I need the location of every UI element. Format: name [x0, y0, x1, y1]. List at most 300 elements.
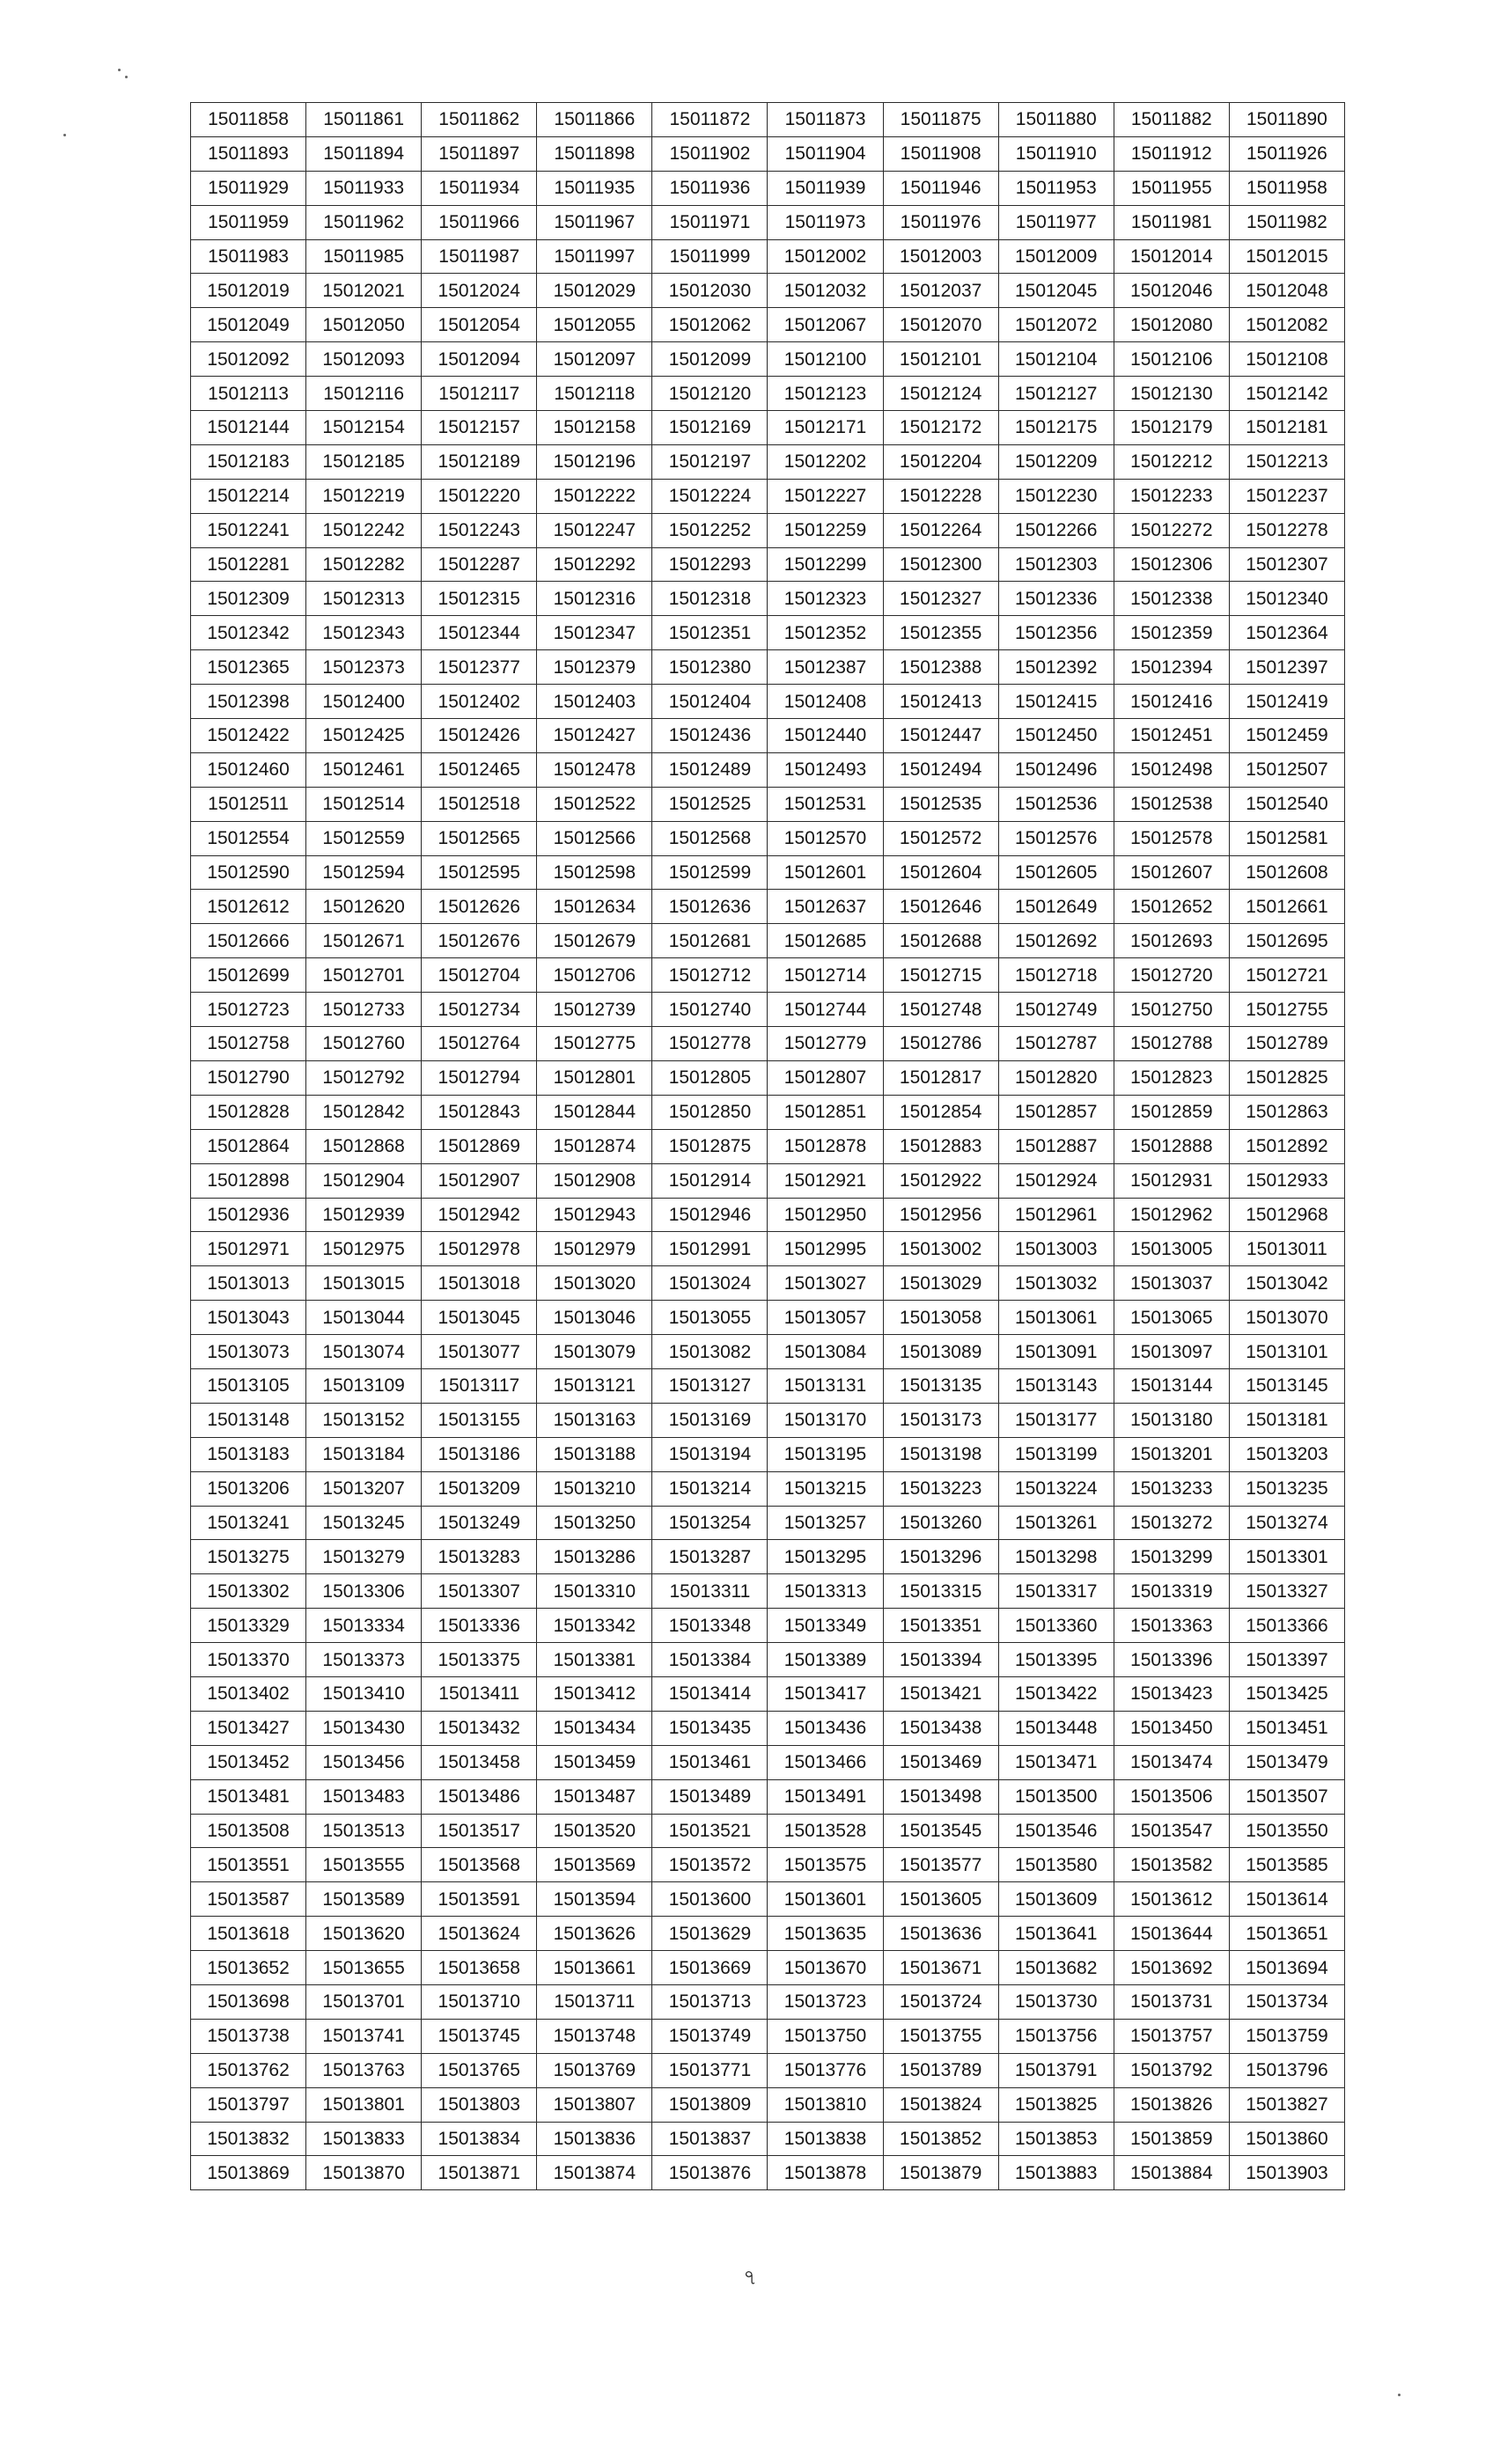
roll-number-cell: 15013298	[998, 1540, 1114, 1574]
roll-number-cell: 15013483	[306, 1779, 422, 1814]
roll-number-cell: 15012878	[768, 1129, 883, 1163]
roll-number-cell: 15011985	[306, 239, 422, 274]
roll-number-cell: 15012247	[537, 513, 652, 547]
roll-number-cell: 15013635	[768, 1917, 883, 1951]
roll-number-cell: 15012413	[883, 685, 998, 719]
roll-number-cell: 15012787	[998, 1027, 1114, 1061]
roll-number-cell: 15012447	[883, 719, 998, 753]
roll-number-cell: 15012342	[191, 616, 306, 650]
roll-number-cell: 15013245	[306, 1506, 422, 1540]
roll-number-cell: 15013296	[883, 1540, 998, 1574]
roll-number-cell: 15013336	[422, 1609, 537, 1643]
roll-number-cell: 15013629	[652, 1917, 768, 1951]
roll-number-cell: 15013319	[1114, 1574, 1229, 1609]
roll-number-cell: 15012704	[422, 958, 537, 993]
roll-number-cell: 15012943	[537, 1198, 652, 1232]
roll-number-cell: 15013117	[422, 1368, 537, 1403]
roll-number-cell: 15012080	[1114, 308, 1229, 342]
roll-number-cell: 15013572	[652, 1848, 768, 1882]
roll-number-cell: 15013274	[1229, 1506, 1344, 1540]
roll-number-cell: 15013334	[306, 1609, 422, 1643]
roll-number-cell: 15012898	[191, 1163, 306, 1198]
table-row	[191, 513, 1345, 547]
roll-number-cell: 15013594	[537, 1882, 652, 1917]
roll-number-cell: 15012760	[306, 1027, 422, 1061]
roll-number-cell: 15012127	[998, 377, 1114, 411]
roll-number-cell: 15013073	[191, 1335, 306, 1369]
table-row	[191, 342, 1345, 377]
table-row	[191, 1471, 1345, 1506]
roll-number-cell: 15012172	[883, 411, 998, 445]
table-row	[191, 1129, 1345, 1163]
roll-number-cell: 15013013	[191, 1266, 306, 1301]
roll-number-cell: 15012336	[998, 582, 1114, 616]
roll-number-cell: 15013184	[306, 1437, 422, 1471]
roll-number-cell: 15013471	[998, 1745, 1114, 1779]
table-row	[191, 136, 1345, 171]
roll-number-cell: 15012601	[768, 855, 883, 890]
roll-number-cell: 15012124	[883, 377, 998, 411]
roll-number-cell: 15012002	[768, 239, 883, 274]
roll-number-cell: 15012049	[191, 308, 306, 342]
roll-number-cell: 15012843	[422, 1095, 537, 1129]
roll-number-cell: 15013180	[1114, 1403, 1229, 1437]
roll-number-cell: 15012706	[537, 958, 652, 993]
roll-number-cell: 15013825	[998, 2087, 1114, 2122]
roll-number-cell: 15013658	[422, 1951, 537, 1985]
roll-number-cell: 15011898	[537, 136, 652, 171]
roll-number-cell: 15012566	[537, 821, 652, 855]
roll-number-cell: 15013079	[537, 1335, 652, 1369]
roll-number-cell: 15012764	[422, 1027, 537, 1061]
roll-number-cell: 15013057	[768, 1301, 883, 1335]
roll-number-cell: 15011955	[1114, 171, 1229, 205]
roll-number-cell: 15013513	[306, 1814, 422, 1848]
roll-number-cell: 15012961	[998, 1198, 1114, 1232]
roll-number-cell: 15013215	[768, 1471, 883, 1506]
table-row	[191, 1779, 1345, 1814]
roll-number-cell: 15012688	[883, 924, 998, 958]
roll-number-cell: 15012671	[306, 924, 422, 958]
roll-number-cell: 15012024	[422, 274, 537, 308]
roll-number-cell: 15012293	[652, 547, 768, 582]
roll-number-cell: 15012179	[1114, 411, 1229, 445]
roll-number-cell: 15013402	[191, 1676, 306, 1711]
roll-number-cell: 15013384	[652, 1643, 768, 1677]
roll-number-cell: 15012403	[537, 685, 652, 719]
table-row	[191, 479, 1345, 513]
roll-number-cell: 15013870	[306, 2156, 422, 2190]
roll-number-cell: 15013551	[191, 1848, 306, 1882]
roll-number-cell: 15013568	[422, 1848, 537, 1882]
roll-number-cell: 15013807	[537, 2087, 652, 2122]
roll-number-cell: 15012344	[422, 616, 537, 650]
roll-number-cell: 15013641	[998, 1917, 1114, 1951]
roll-number-cell: 15012493	[768, 752, 883, 787]
roll-number-cell: 15013127	[652, 1368, 768, 1403]
roll-number-cell: 15013203	[1229, 1437, 1344, 1471]
roll-number-cell: 15012679	[537, 924, 652, 958]
roll-number-cell: 15013585	[1229, 1848, 1344, 1882]
roll-number-cell: 15013500	[998, 1779, 1114, 1814]
roll-number-cell: 15012252	[652, 513, 768, 547]
roll-number-cell: 15013101	[1229, 1335, 1344, 1369]
table-row	[191, 1335, 1345, 1369]
roll-number-cell: 15013011	[1229, 1232, 1344, 1266]
roll-number-cell: 15012048	[1229, 274, 1344, 308]
roll-number-cell: 15013077	[422, 1335, 537, 1369]
roll-number-cell: 15012309	[191, 582, 306, 616]
roll-number-cell: 15013351	[883, 1609, 998, 1643]
roll-number-cell: 15013044	[306, 1301, 422, 1335]
roll-number-cell: 15013173	[883, 1403, 998, 1437]
roll-number-cell: 15012676	[422, 924, 537, 958]
table-row	[191, 1437, 1345, 1471]
roll-number-cell: 15012626	[422, 890, 537, 924]
roll-number-cell: 15013575	[768, 1848, 883, 1882]
roll-number-cell: 15012904	[306, 1163, 422, 1198]
roll-number-cell: 15012343	[306, 616, 422, 650]
roll-number-cell: 15012931	[1114, 1163, 1229, 1198]
roll-number-cell: 15011936	[652, 171, 768, 205]
table-row	[191, 2019, 1345, 2053]
roll-number-cell: 15012956	[883, 1198, 998, 1232]
roll-number-cell: 15012825	[1229, 1060, 1344, 1095]
roll-number-cell: 15013609	[998, 1882, 1114, 1917]
roll-number-cell: 15012646	[883, 890, 998, 924]
roll-number-cell: 15012734	[422, 993, 537, 1027]
roll-number-cell: 15013306	[306, 1574, 422, 1609]
roll-number-cell: 15012072	[998, 308, 1114, 342]
roll-number-cell: 15012204	[883, 444, 998, 479]
roll-number-cell: 15011926	[1229, 136, 1344, 171]
table-row	[191, 1711, 1345, 1745]
roll-number-cell: 15012029	[537, 274, 652, 308]
roll-number-cell: 15013412	[537, 1676, 652, 1711]
roll-number-cell: 15013852	[883, 2122, 998, 2156]
roll-number-cell: 15012701	[306, 958, 422, 993]
roll-number-cell: 15012241	[191, 513, 306, 547]
roll-number-cell: 15013655	[306, 1951, 422, 1985]
roll-number-cell: 15012082	[1229, 308, 1344, 342]
roll-number-cell: 15011882	[1114, 103, 1229, 137]
roll-number-cell: 15013037	[1114, 1266, 1229, 1301]
roll-number-cell: 15013824	[883, 2087, 998, 2122]
roll-number-cell: 15013803	[422, 2087, 537, 2122]
roll-number-cell: 15013310	[537, 1574, 652, 1609]
roll-number-cell: 15011987	[422, 239, 537, 274]
roll-number-cell: 15012230	[998, 479, 1114, 513]
roll-number-cell: 15012496	[998, 752, 1114, 787]
roll-number-cell: 15013375	[422, 1643, 537, 1677]
roll-number-cell: 15013838	[768, 2122, 883, 2156]
roll-number-cell: 15012924	[998, 1163, 1114, 1198]
roll-number-cell: 15012327	[883, 582, 998, 616]
roll-number-cell: 15012093	[306, 342, 422, 377]
roll-number-cell: 15012581	[1229, 821, 1344, 855]
roll-number-cell: 15011981	[1114, 205, 1229, 239]
roll-number-cell: 15012117	[422, 377, 537, 411]
roll-number-cell: 15012792	[306, 1060, 422, 1095]
roll-number-cell: 15012844	[537, 1095, 652, 1129]
roll-number-cell: 15013015	[306, 1266, 422, 1301]
table-row	[191, 752, 1345, 787]
table-row	[191, 1506, 1345, 1540]
roll-number-cell: 15012857	[998, 1095, 1114, 1129]
table-row	[191, 1368, 1345, 1403]
roll-number-cell: 15013860	[1229, 2122, 1344, 2156]
table-row	[191, 719, 1345, 753]
roll-number-cell: 15012460	[191, 752, 306, 787]
table-row	[191, 2087, 1345, 2122]
roll-number-cell: 15012576	[998, 821, 1114, 855]
roll-number-cell: 15013020	[537, 1266, 652, 1301]
roll-number-cell: 15013210	[537, 1471, 652, 1506]
roll-number-cell: 15012801	[537, 1060, 652, 1095]
roll-number-cell: 15012062	[652, 308, 768, 342]
roll-number-cell: 15013796	[1229, 2053, 1344, 2087]
roll-number-cell: 15013589	[306, 1882, 422, 1917]
table-row	[191, 1745, 1345, 1779]
roll-number-cell: 15012100	[768, 342, 883, 377]
roll-number-cell: 15013555	[306, 1848, 422, 1882]
table-row	[191, 1403, 1345, 1437]
roll-number-cell: 15013670	[768, 1951, 883, 1985]
roll-number-cell: 15012559	[306, 821, 422, 855]
roll-number-cell: 15013809	[652, 2087, 768, 2122]
table-row	[191, 1643, 1345, 1677]
table-row	[191, 205, 1345, 239]
roll-number-cell: 15012888	[1114, 1129, 1229, 1163]
roll-number-cell: 15012021	[306, 274, 422, 308]
roll-number-cell: 15012356	[998, 616, 1114, 650]
roll-number-cell: 15011966	[422, 205, 537, 239]
roll-number-cell: 15012419	[1229, 685, 1344, 719]
roll-number-cell: 15012402	[422, 685, 537, 719]
roll-number-cell: 15013452	[191, 1745, 306, 1779]
roll-number-cell: 15013427	[191, 1711, 306, 1745]
roll-number-cell: 15013121	[537, 1368, 652, 1403]
roll-number-cell: 15012693	[1114, 924, 1229, 958]
roll-number-cell: 15012169	[652, 411, 768, 445]
roll-number-cell: 15013315	[883, 1574, 998, 1609]
roll-number-cell: 15012778	[652, 1027, 768, 1061]
roll-number-cell: 15012032	[768, 274, 883, 308]
roll-number-cell: 15012936	[191, 1198, 306, 1232]
roll-number-cell: 15012714	[768, 958, 883, 993]
roll-number-cell: 15012144	[191, 411, 306, 445]
roll-number-cell: 15012227	[768, 479, 883, 513]
roll-number-cell: 15012055	[537, 308, 652, 342]
table-row	[191, 1301, 1345, 1335]
roll-number-cell: 15012794	[422, 1060, 537, 1095]
roll-number-cell: 15013569	[537, 1848, 652, 1882]
roll-number-cell: 15013143	[998, 1368, 1114, 1403]
roll-number-cell: 15011862	[422, 103, 537, 137]
roll-number-cell: 15012104	[998, 342, 1114, 377]
roll-number-cell: 15012209	[998, 444, 1114, 479]
roll-number-cell: 15013498	[883, 1779, 998, 1814]
roll-number-cell: 15012720	[1114, 958, 1229, 993]
roll-number-cell: 15013135	[883, 1368, 998, 1403]
roll-number-cell: 15012939	[306, 1198, 422, 1232]
roll-number-cell: 15012030	[652, 274, 768, 308]
table-row	[191, 1095, 1345, 1129]
roll-number-cell: 15013043	[191, 1301, 306, 1335]
roll-number-cell: 15013194	[652, 1437, 768, 1471]
roll-number-cell: 15013711	[537, 1984, 652, 2019]
roll-number-cell: 15012097	[537, 342, 652, 377]
roll-number-cell: 15012426	[422, 719, 537, 753]
roll-number-cell: 15013198	[883, 1437, 998, 1471]
roll-number-cell: 15012817	[883, 1060, 998, 1095]
roll-number-cell: 15013692	[1114, 1951, 1229, 1985]
roll-number-cell: 15012214	[191, 479, 306, 513]
roll-number-cell: 15012995	[768, 1232, 883, 1266]
roll-number-cell: 15012154	[306, 411, 422, 445]
roll-number-cell: 15013789	[883, 2053, 998, 2087]
roll-number-cell: 15012718	[998, 958, 1114, 993]
roll-number-cell: 15013624	[422, 1917, 537, 1951]
roll-number-cell: 15013826	[1114, 2087, 1229, 2122]
roll-number-cell: 15013223	[883, 1471, 998, 1506]
roll-number-cell: 15011967	[537, 205, 652, 239]
roll-number-cell: 15012739	[537, 993, 652, 1027]
roll-number-cell: 15011866	[537, 103, 652, 137]
roll-number-cell: 15012015	[1229, 239, 1344, 274]
roll-number-cell: 15013517	[422, 1814, 537, 1848]
roll-number-cell: 15013155	[422, 1403, 537, 1437]
roll-number-cell: 15012489	[652, 752, 768, 787]
table-row	[191, 308, 1345, 342]
roll-number-cell: 15013027	[768, 1266, 883, 1301]
roll-number-cell: 15012094	[422, 342, 537, 377]
table-row	[191, 1984, 1345, 2019]
roll-number-cell: 15012158	[537, 411, 652, 445]
roll-number-cell: 15013832	[191, 2122, 306, 2156]
roll-number-cell: 15013459	[537, 1745, 652, 1779]
roll-number-cell: 15012590	[191, 855, 306, 890]
roll-number-cell: 15013032	[998, 1266, 1114, 1301]
roll-number-cell: 15011935	[537, 171, 652, 205]
roll-number-cell: 15012397	[1229, 650, 1344, 685]
roll-number-cell: 15011858	[191, 103, 306, 137]
roll-number-cell: 15011999	[652, 239, 768, 274]
roll-number-cell: 15012380	[652, 650, 768, 685]
roll-number-cell: 15013327	[1229, 1574, 1344, 1609]
roll-number-cell: 15012387	[768, 650, 883, 685]
roll-number-cell: 15012037	[883, 274, 998, 308]
roll-number-cell: 15013651	[1229, 1917, 1344, 1951]
roll-number-cell: 15013275	[191, 1540, 306, 1574]
roll-number-cell: 15013669	[652, 1951, 768, 1985]
roll-number-cell: 15012979	[537, 1232, 652, 1266]
roll-number-cell: 15013286	[537, 1540, 652, 1574]
roll-number-cell: 15013363	[1114, 1609, 1229, 1643]
roll-number-cell: 15013741	[306, 2019, 422, 2053]
roll-number-cell: 15013451	[1229, 1711, 1344, 1745]
roll-number-cell: 15012118	[537, 377, 652, 411]
roll-number-cell: 15013587	[191, 1882, 306, 1917]
roll-number-cell: 15012054	[422, 308, 537, 342]
roll-number-cell: 15012538	[1114, 787, 1229, 821]
roll-number-cell: 15012306	[1114, 547, 1229, 582]
roll-number-cell: 15012106	[1114, 342, 1229, 377]
roll-number-cell: 15013871	[422, 2156, 537, 2190]
roll-number-cell: 15013207	[306, 1471, 422, 1506]
roll-number-cell: 15013738	[191, 2019, 306, 2053]
roll-number-cell: 15013545	[883, 1814, 998, 1848]
roll-number-cell: 15012157	[422, 411, 537, 445]
roll-number-cell: 15012189	[422, 444, 537, 479]
table-row	[191, 1574, 1345, 1609]
roll-number-cell: 15012594	[306, 855, 422, 890]
roll-number-cell: 15013713	[652, 1984, 768, 2019]
roll-number-cell: 15013792	[1114, 2053, 1229, 2087]
roll-number-cell: 15012450	[998, 719, 1114, 753]
table-row	[191, 377, 1345, 411]
roll-number-cell: 15011939	[768, 171, 883, 205]
roll-number-cell: 15012379	[537, 650, 652, 685]
roll-number-cell: 15013810	[768, 2087, 883, 2122]
roll-number-cell: 15012300	[883, 547, 998, 582]
roll-number-cell: 15011910	[998, 136, 1114, 171]
roll-number-cell: 15012307	[1229, 547, 1344, 582]
roll-number-cell: 15013759	[1229, 2019, 1344, 2053]
roll-number-cell: 15012359	[1114, 616, 1229, 650]
roll-number-cell: 15012605	[998, 855, 1114, 890]
roll-number-cell: 15011908	[883, 136, 998, 171]
roll-number-cell: 15012666	[191, 924, 306, 958]
roll-number-cell: 15012789	[1229, 1027, 1344, 1061]
roll-number-cell: 15013065	[1114, 1301, 1229, 1335]
roll-number-cell: 15012608	[1229, 855, 1344, 890]
roll-number-cell: 15013411	[422, 1676, 537, 1711]
roll-number-cell: 15011893	[191, 136, 306, 171]
roll-number-cell: 15013801	[306, 2087, 422, 2122]
roll-number-cell: 15013249	[422, 1506, 537, 1540]
roll-number-cell: 15012536	[998, 787, 1114, 821]
roll-number-cell: 15013261	[998, 1506, 1114, 1540]
roll-number-cell: 15012511	[191, 787, 306, 821]
roll-number-cell: 15012978	[422, 1232, 537, 1266]
roll-number-cell: 15013776	[768, 2053, 883, 2087]
roll-number-cell: 15012394	[1114, 650, 1229, 685]
roll-number-cell: 15012568	[652, 821, 768, 855]
roll-number-cell: 15012598	[537, 855, 652, 890]
table-row	[191, 1951, 1345, 1985]
roll-number-cell: 15013272	[1114, 1506, 1229, 1540]
roll-number-cell: 15012749	[998, 993, 1114, 1027]
roll-number-cell: 15013131	[768, 1368, 883, 1403]
roll-number-cell: 15012892	[1229, 1129, 1344, 1163]
roll-number-cell: 15012292	[537, 547, 652, 582]
table-row	[191, 1060, 1345, 1095]
roll-number-cell: 15013491	[768, 1779, 883, 1814]
roll-number-cell: 15012440	[768, 719, 883, 753]
table-row	[191, 650, 1345, 685]
roll-number-cell: 15012578	[1114, 821, 1229, 855]
roll-number-cell: 15013373	[306, 1643, 422, 1677]
roll-number-cell: 15013302	[191, 1574, 306, 1609]
table-row	[191, 444, 1345, 479]
roll-number-cell: 15012883	[883, 1129, 998, 1163]
roll-number-cell: 15013307	[422, 1574, 537, 1609]
roll-number-cell: 15012459	[1229, 719, 1344, 753]
roll-number-cell: 15013163	[537, 1403, 652, 1437]
roll-number-cell: 15013644	[1114, 1917, 1229, 1951]
roll-number-cell: 15013074	[306, 1335, 422, 1369]
